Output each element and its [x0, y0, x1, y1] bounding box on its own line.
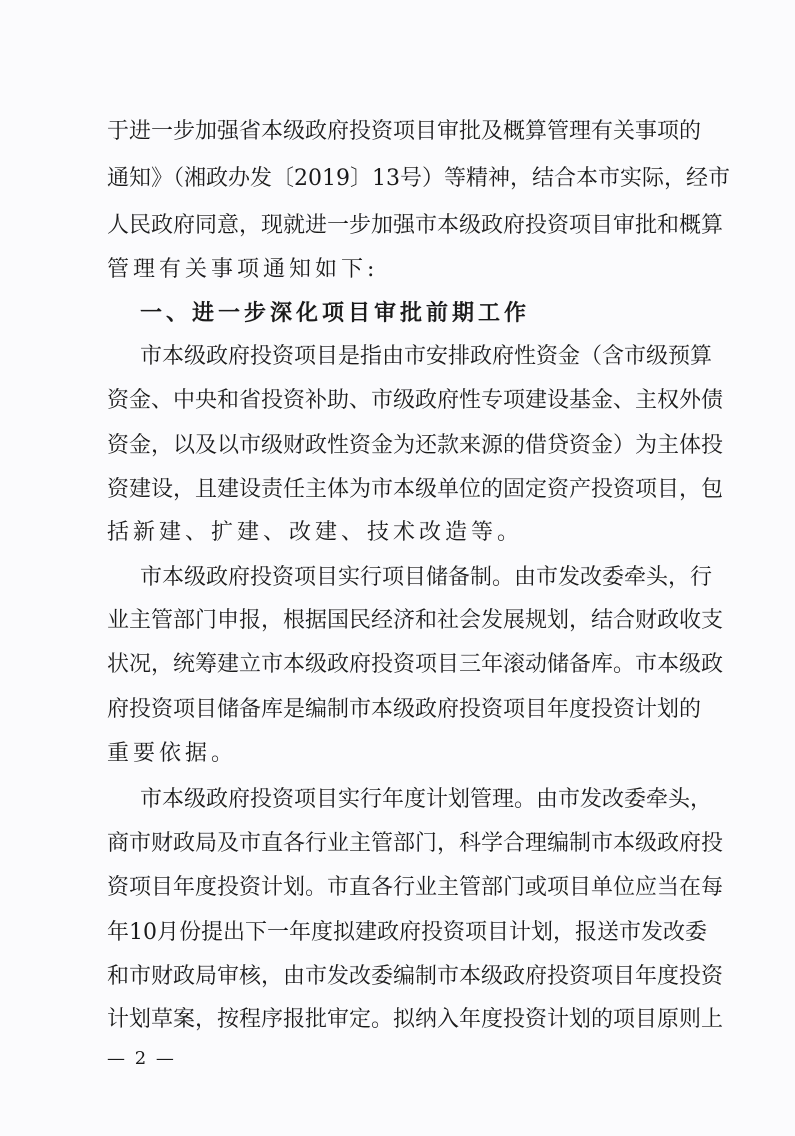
page-number: — 2 — — [107, 1048, 176, 1069]
text-line: 资项目年度投资计划。市直各行业主管部门或项目单位应当在每 — [107, 875, 724, 900]
text-line: 状况，统筹建立市本级政府投资项目三年滚动储备库。市本级政 — [107, 652, 724, 677]
text-line: 市本级政府投资项目实行年度计划管理。由市发改委牵头， — [140, 787, 713, 812]
text-line: 府投资项目储备库是编制市本级政府投资项目年度投资计划的 — [107, 697, 702, 722]
text-line: 人民政府同意，现就进一步加强市本级政府投资项目审批和概算 — [107, 213, 724, 238]
text-line: 市本级政府投资项目是指由市安排政府性资金（含市级预算 — [140, 344, 713, 369]
text-line: 和市财政局审核，由市发改委编制市本级政府投资项目年度投资 — [107, 964, 724, 989]
text-line: 通知》（湘政办发〔2019〕13号）等精神，结合本市实际，经市 — [107, 166, 730, 191]
text-line: 年10月份提出下一年度拟建政府投资项目计划，报送市发改委 — [107, 920, 707, 945]
text-line: 资金、中央和省投资补助、市级政府性专项建设基金、主权外债 — [107, 388, 724, 413]
section-heading: 一、进一步深化项目审批前期工作 — [140, 301, 531, 326]
text-line: 业主管部门申报，根据国民经济和社会发展规划，结合财政收支 — [107, 608, 724, 633]
text-line: 管理有关事项通知如下: — [107, 257, 379, 282]
text-line: 重要依据。 — [107, 741, 238, 766]
text-line: 括新建、扩建、改建、技术改造等。 — [107, 520, 524, 545]
text-line: 资建设，且建设责任主体为市本级单位的固定资产投资项目，包 — [107, 477, 724, 502]
text-line: 市本级政府投资项目实行项目储备制。由市发改委牵头，行 — [140, 565, 713, 590]
text-line: 商市财政局及市直各行业主管部门，科学合理编制市本级政府投 — [107, 831, 724, 856]
text-line: 计划草案，按程序报批审定。拟纳入年度投资计划的项目原则上 — [107, 1007, 724, 1032]
text-line: 资金，以及以市级财政性资金为还款来源的借贷资金）为主体投 — [107, 433, 724, 458]
text-line: 于进一步加强省本级政府投资项目审批及概算管理有关事项的 — [107, 119, 702, 144]
